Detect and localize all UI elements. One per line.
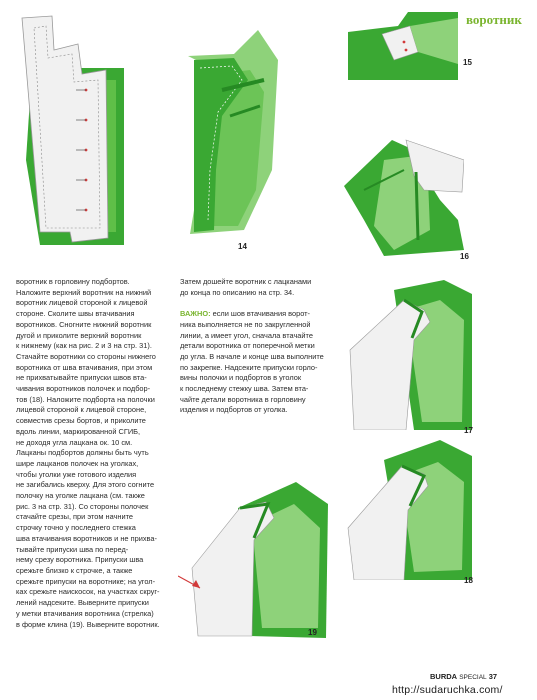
text-line: воротник лицевой стороной к лицевой: [16, 298, 148, 308]
figure-collar-pinned: [12, 10, 124, 250]
text-line: ках срежьте наискосок, на участках скруг-: [16, 587, 160, 597]
text-line: вины полочки и подбортов в уголок: [180, 373, 302, 383]
text-line: Стачайте воротники со стороны нижнего: [16, 351, 156, 361]
text-line: срежьте припуски на воротнике; на угол-: [16, 576, 156, 586]
text-line: до конца по описанию на стр. 34.: [180, 287, 295, 297]
text-line: совместив срезы бортов, и приколите: [16, 416, 146, 426]
text-line: до угла. В начале и конце шва выполните: [180, 351, 324, 361]
text-line: стачайте срезы, при этом начните: [16, 512, 134, 522]
text-line: воротников. Сногните нижний воротник: [16, 319, 152, 329]
warning-label: ВАЖНО:: [180, 309, 211, 319]
right-text-column: [180, 277, 324, 416]
text-line: строчку точно у последнего стежка: [16, 523, 136, 533]
figure-number: 15: [463, 58, 472, 67]
text-line: Затем дошейте воротник с лацканами: [180, 277, 312, 286]
page-footer: [430, 672, 497, 681]
text-line: вдоль линии, маркированной СГИБ,: [16, 426, 141, 436]
text-line: у метки втачивания воротника (стрелка): [16, 608, 154, 618]
text-line: чайте детали воротника в горловину: [180, 394, 306, 404]
text-line: тывайте припуски шва по перед-: [16, 544, 129, 554]
figure-number: 14: [238, 242, 247, 251]
text-line: по закрепке. Надсеките припуски горло-: [180, 362, 318, 372]
figure-number: 19: [308, 628, 317, 637]
figure-number: 18: [464, 576, 473, 585]
text-line: не загибались кверху. Для этого согните: [16, 480, 155, 490]
text-line: чтобы уголки уже готового изделия: [16, 469, 137, 479]
text-line: линии, а имеет угол, сначала втачайте: [180, 330, 313, 340]
text-line: воротник в горловину подбортов.: [16, 277, 130, 286]
text-line: в форме клина (19). Выверните воротник.: [16, 619, 160, 629]
figure-14: [160, 20, 280, 250]
figure-15: [348, 12, 472, 80]
figure-18: [344, 440, 474, 585]
footer-special: SPECIAL: [459, 674, 487, 681]
text-line: нему срезу воротника. Припуски шва: [16, 555, 144, 565]
text-line: лицевой стороной к лицевой стороне,: [16, 405, 147, 415]
text-line: изделия и подбортов от уголка.: [180, 405, 288, 415]
text-line: полочку на уголке лацкана (см. также: [16, 491, 145, 501]
figure-number: 16: [460, 252, 469, 261]
text-line: шире лацканов полочек на уголках,: [16, 458, 139, 468]
left-text-column: [16, 277, 160, 630]
text-line: к последнему стежку шва. Затем вта-: [180, 384, 309, 394]
text-line: стороне. Сколите швы втачивания: [16, 309, 135, 319]
figure-number: 17: [464, 426, 473, 435]
text-line: к нижнему (как на рис. 2 и 3 на стр. 31).: [16, 341, 152, 351]
text-line: шва втачивания воротников и не прихва-: [16, 533, 157, 543]
page-number: 37: [488, 672, 498, 681]
text-line: рис. 3 на стр. 31). Со стороны полочек: [16, 501, 149, 511]
warning-first-line: [180, 309, 324, 320]
figure-17: [344, 280, 474, 435]
section-title: воротник: [466, 12, 522, 27]
warning-text: если шов втачивания ворот-: [210, 309, 310, 319]
figure-16: [344, 100, 469, 261]
text-line: не прихватывайте припуски швов вта-: [16, 373, 147, 383]
text-line: тов (18). Наложите подборта на полочки: [16, 394, 155, 404]
watermark-url: http://sudaruchka.com/: [392, 684, 503, 696]
text-line: срежьте близко к строчке, а также: [16, 565, 133, 575]
text-line: дугой и приколите верхний воротник: [16, 330, 142, 340]
text-line: Наложите верхний воротник на нижний: [16, 287, 152, 297]
text-line: ника выполняется не по закругленной: [180, 319, 311, 329]
figure-19: [178, 468, 328, 638]
footer-brand: BURDA: [430, 672, 458, 681]
text-line: Лацканы подбортов должны быть чуть: [16, 448, 149, 458]
text-line: чивания воротников полочек и подбор-: [16, 384, 151, 394]
text-line: воротника от шва втачивания, при этом: [16, 362, 153, 372]
spacer: [180, 298, 324, 309]
text-line: детали воротника от поперечной метки: [180, 341, 315, 351]
text-line: не доходя угла лацкана ок. 10 см.: [16, 437, 133, 447]
text-line: лений надсеките. Выверните припуски: [16, 598, 149, 608]
